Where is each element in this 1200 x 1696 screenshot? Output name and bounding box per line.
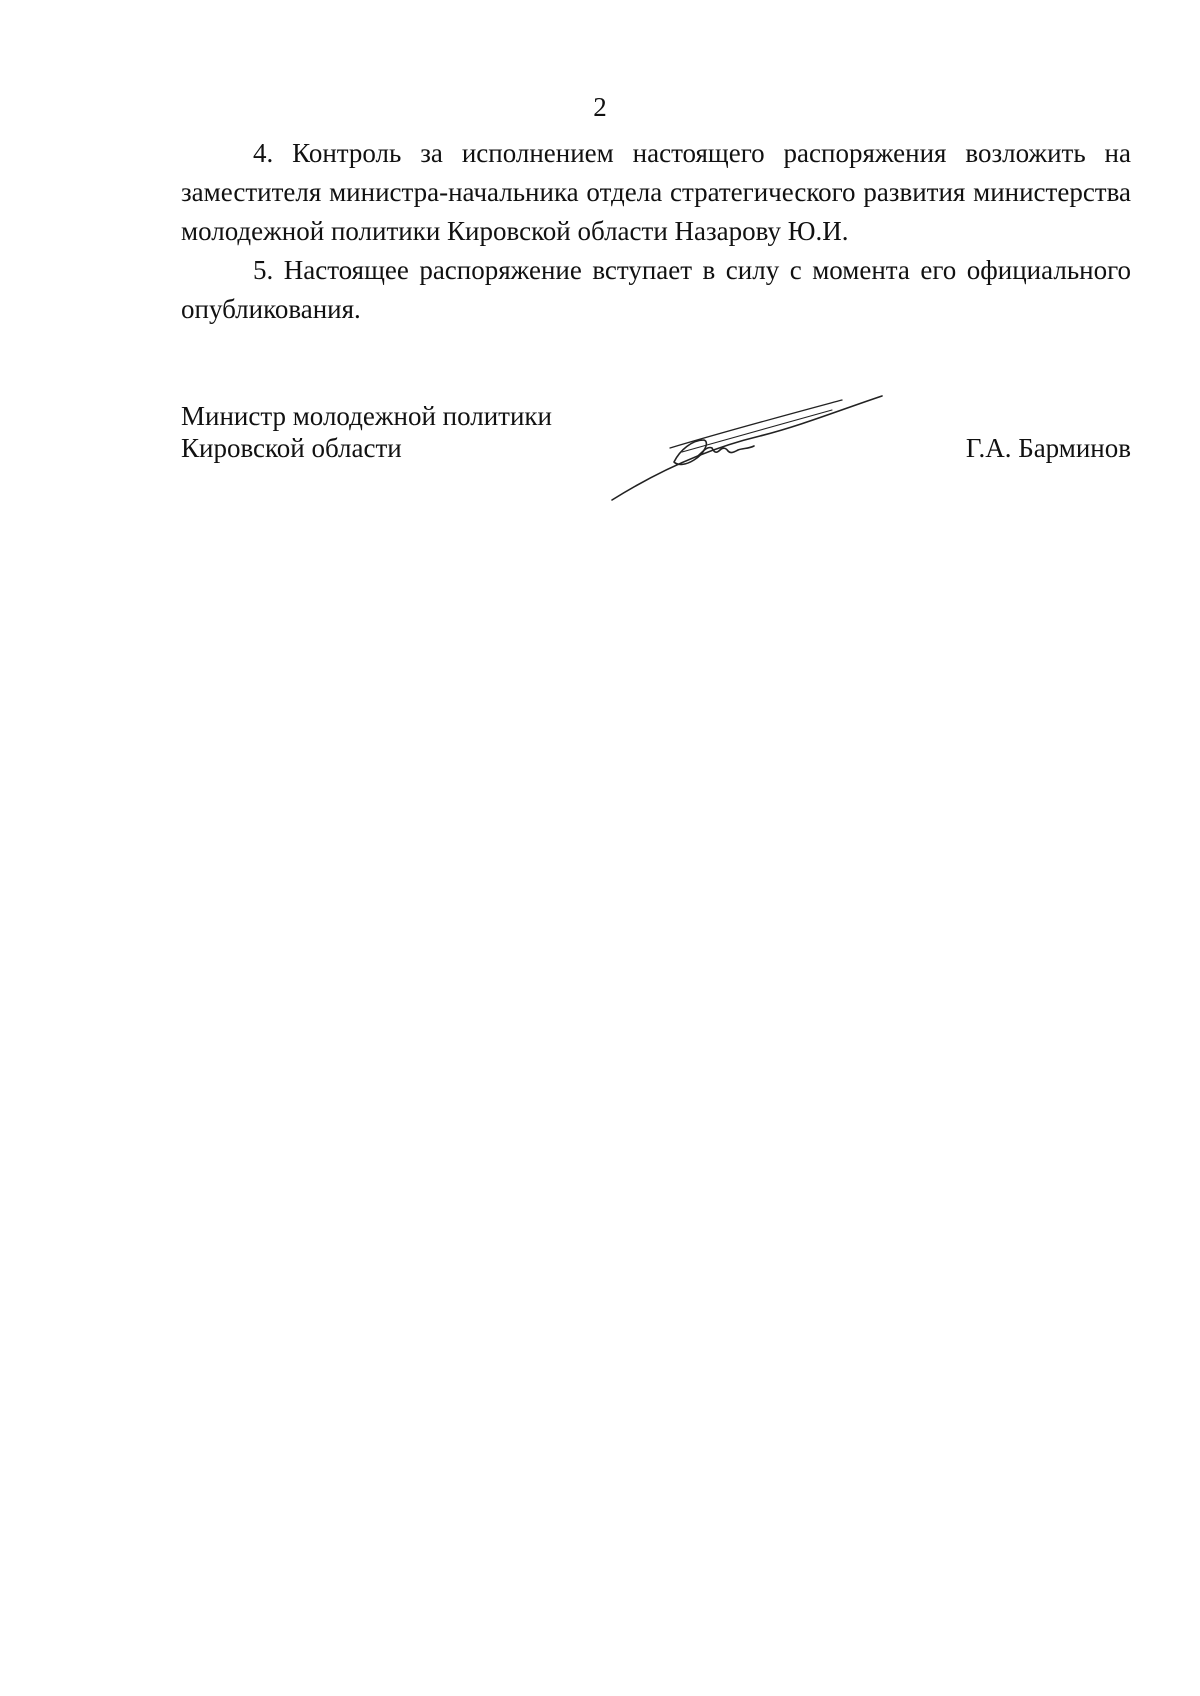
signer-title-line-2: Кировской области [181, 433, 402, 463]
signature-letters [698, 446, 754, 456]
page-number: 2 [593, 92, 607, 122]
paragraph-5-effective-date: 5. Настоящее распоряжение вступает в силу с момента его официального опубликования. [181, 255, 1131, 324]
signer-title-line-1: Министр молодежной политики [181, 401, 552, 431]
document-body [181, 134, 1131, 329]
paragraph-4-control: 4. Контроль за исполнением настоящего распоряжения возложить на заместителя министра-начальника отдела стратегического развития министерства молодежной политики Кировской области Назарову Ю.И. [181, 138, 1131, 246]
handwritten-signature [600, 370, 890, 510]
signature-stroke-middle [682, 410, 832, 452]
signer-name: Г.А. Барминов [965, 433, 1131, 463]
signer-title [181, 400, 552, 464]
